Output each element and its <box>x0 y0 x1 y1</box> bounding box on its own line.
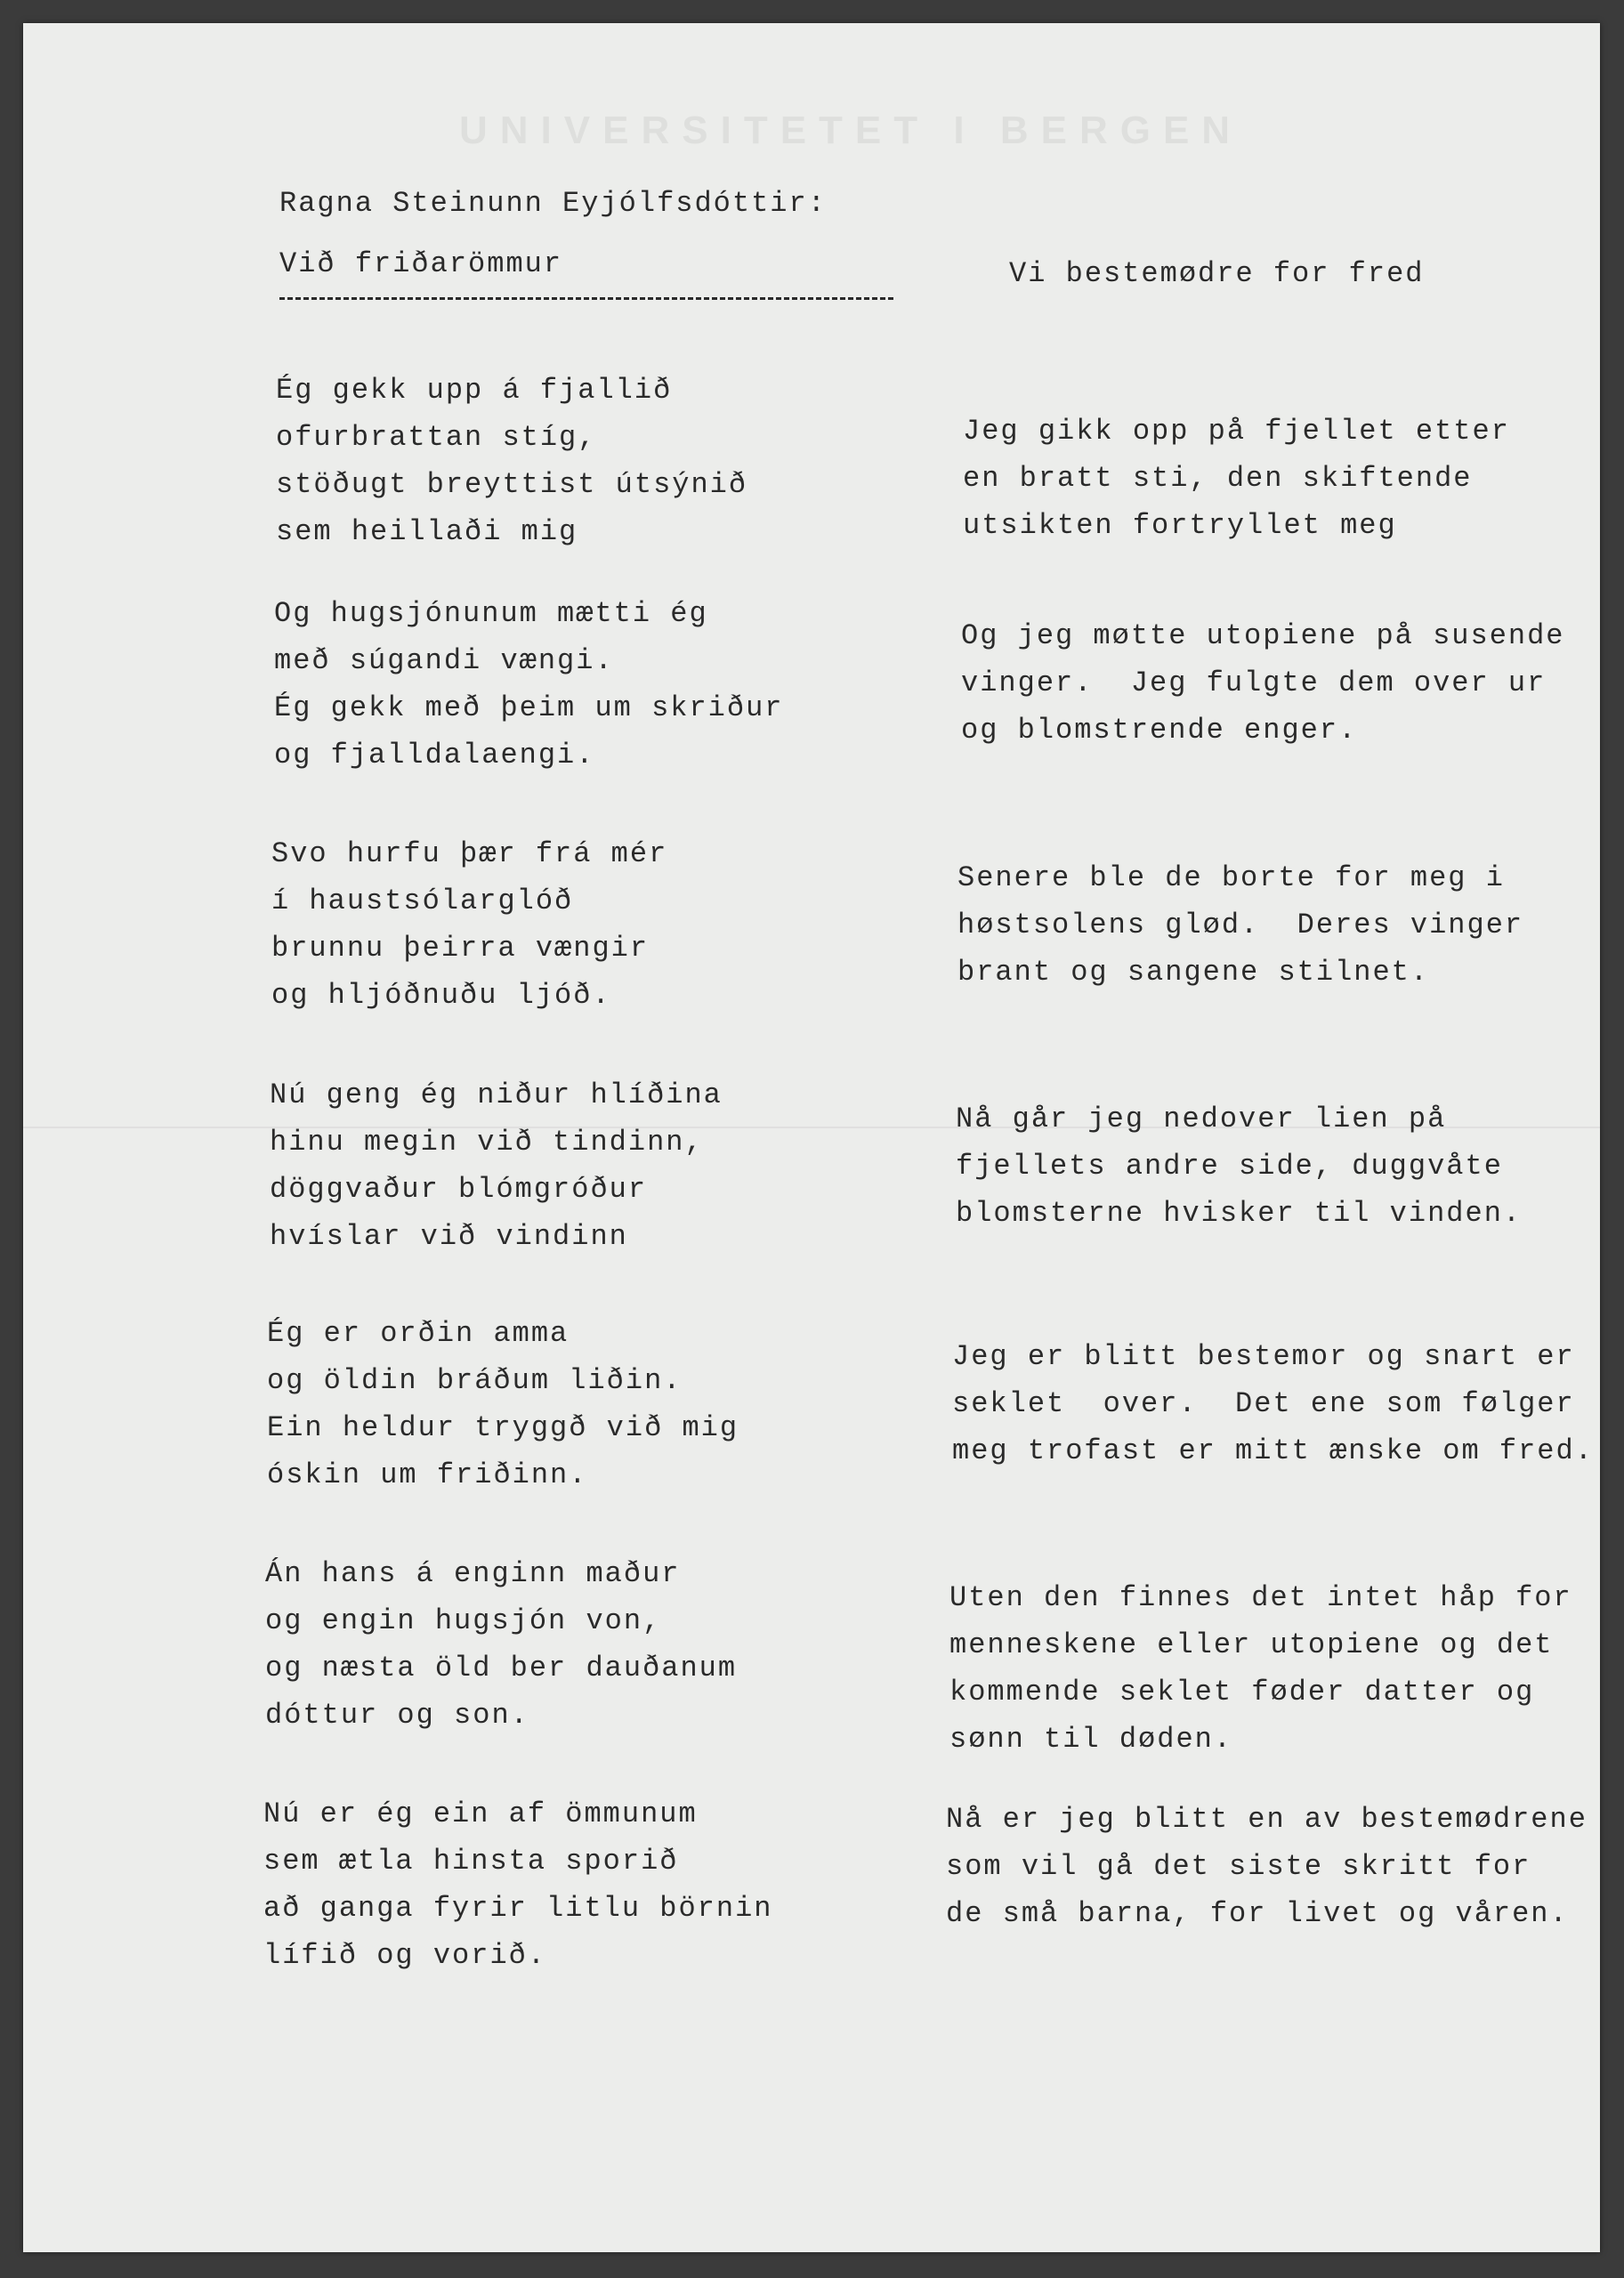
poem-line: ofurbrattan stíg, <box>276 421 597 454</box>
icelandic-stanza-1 <box>276 367 747 555</box>
norwegian-stanza-4 <box>956 1095 1522 1237</box>
icelandic-stanza-5 <box>267 1310 739 1498</box>
author-line: Ragna Steinunn Eyjólfsdóttir: <box>279 187 827 220</box>
poem-line: í haustsólarglóð <box>271 885 574 917</box>
poem-line: sem ætla hinsta sporið <box>263 1845 679 1878</box>
watermark: UNIVERSITETET I BERGEN <box>459 109 1243 152</box>
norwegian-stanza-3 <box>957 854 1523 996</box>
norwegian-stanza-7 <box>946 1796 1588 1937</box>
poem-line: að ganga fyrir litlu börnin <box>263 1892 773 1925</box>
poem-line: vinger. Jeg fulgte dem over ur <box>961 666 1547 699</box>
norwegian-title: Vi bestemødre for fred <box>1009 257 1425 290</box>
poem-line: Ég er orðin amma <box>267 1317 570 1350</box>
poem-line: brant og sangene stilnet. <box>957 956 1430 989</box>
poem-line: seklet over. Det ene som følger <box>952 1387 1575 1420</box>
poem-line: de små barna, for livet og våren. <box>946 1897 1569 1930</box>
title-underline <box>279 297 893 300</box>
poem-line: og fjalldalaengi. <box>274 739 595 771</box>
poem-line: Ég gekk með þeim um skriður <box>274 691 784 724</box>
poem-line: Uten den finnes det intet håp for <box>949 1581 1572 1614</box>
poem-line: Nú er ég ein af ömmunum <box>263 1797 698 1830</box>
paper-sheet <box>23 23 1600 2252</box>
poem-line: brunnu þeirra vængir <box>271 932 650 965</box>
poem-line: Nå går jeg nedover lien på <box>956 1103 1447 1135</box>
norwegian-stanza-5 <box>952 1333 1594 1474</box>
poem-line: Senere ble de borte for meg i <box>957 861 1505 894</box>
norwegian-stanza-1 <box>963 408 1510 549</box>
poem-line: høstsolens glød. Deres vinger <box>957 909 1524 941</box>
poem-line: Jeg er blitt bestemor og snart er <box>952 1340 1575 1373</box>
icelandic-title: Við friðarömmur <box>279 247 563 280</box>
icelandic-stanza-2 <box>274 590 783 779</box>
poem-line: kommende seklet føder datter og <box>949 1676 1535 1708</box>
poem-line: stöðugt breyttist útsýnið <box>276 468 748 501</box>
poem-line: som vil gå det siste skritt for <box>946 1850 1531 1883</box>
poem-line: og blomstrende enger. <box>961 714 1358 747</box>
poem-line: Nå er jeg blitt en av bestemødrene <box>946 1803 1588 1836</box>
poem-line: Og jeg møtte utopiene på susende <box>961 619 1565 652</box>
poem-line: Án hans á enginn maður <box>265 1557 681 1590</box>
poem-line: meg trofast er mitt ænske om fred. <box>952 1434 1594 1467</box>
icelandic-stanza-6 <box>265 1550 737 1739</box>
poem-line: lífið og vorið. <box>263 1939 547 1972</box>
poem-line: dóttur og son. <box>265 1699 529 1732</box>
poem-line: döggvaður blómgróður <box>270 1173 648 1206</box>
poem-line: fjellets andre side, duggvåte <box>956 1150 1503 1183</box>
poem-line: Svo hurfu þær frá mér <box>271 837 668 870</box>
icelandic-stanza-4 <box>270 1071 723 1260</box>
poem-line: Ég gekk upp á fjallið <box>276 374 673 407</box>
poem-line: Nú geng ég niður hlíðina <box>270 1078 723 1111</box>
poem-line: Ein heldur tryggð við mig <box>267 1411 739 1444</box>
poem-line: en bratt sti, den skiftende <box>963 462 1473 495</box>
poem-line: með súgandi vængi. <box>274 644 614 677</box>
icelandic-stanza-7 <box>263 1790 772 1979</box>
poem-line: blomsterne hvisker til vinden. <box>956 1197 1523 1230</box>
poem-line: óskin um friðinn. <box>267 1458 588 1491</box>
icelandic-stanza-3 <box>271 830 667 1019</box>
poem-line: hvíslar við vindinn <box>270 1220 628 1253</box>
poem-line: hinu megin við tindinn, <box>270 1126 704 1159</box>
poem-line: sem heillaði mig <box>276 515 578 548</box>
poem-line: sønn til døden. <box>949 1723 1233 1756</box>
poem-line: og næsta öld ber dauðanum <box>265 1652 738 1684</box>
poem-line: Jeg gikk opp på fjellet etter <box>963 415 1510 448</box>
poem-line: Og hugsjónunum mætti ég <box>274 597 708 630</box>
poem-line: og engin hugsjón von, <box>265 1604 662 1637</box>
poem-line: menneskene eller utopiene og det <box>949 1628 1554 1661</box>
poem-line: utsikten fortryllet meg <box>963 509 1397 542</box>
norwegian-stanza-2 <box>961 612 1565 754</box>
poem-line: og öldin bráðum liðin. <box>267 1364 683 1397</box>
norwegian-stanza-6 <box>949 1574 1572 1763</box>
poem-line: og hljóðnuðu ljóð. <box>271 979 611 1012</box>
